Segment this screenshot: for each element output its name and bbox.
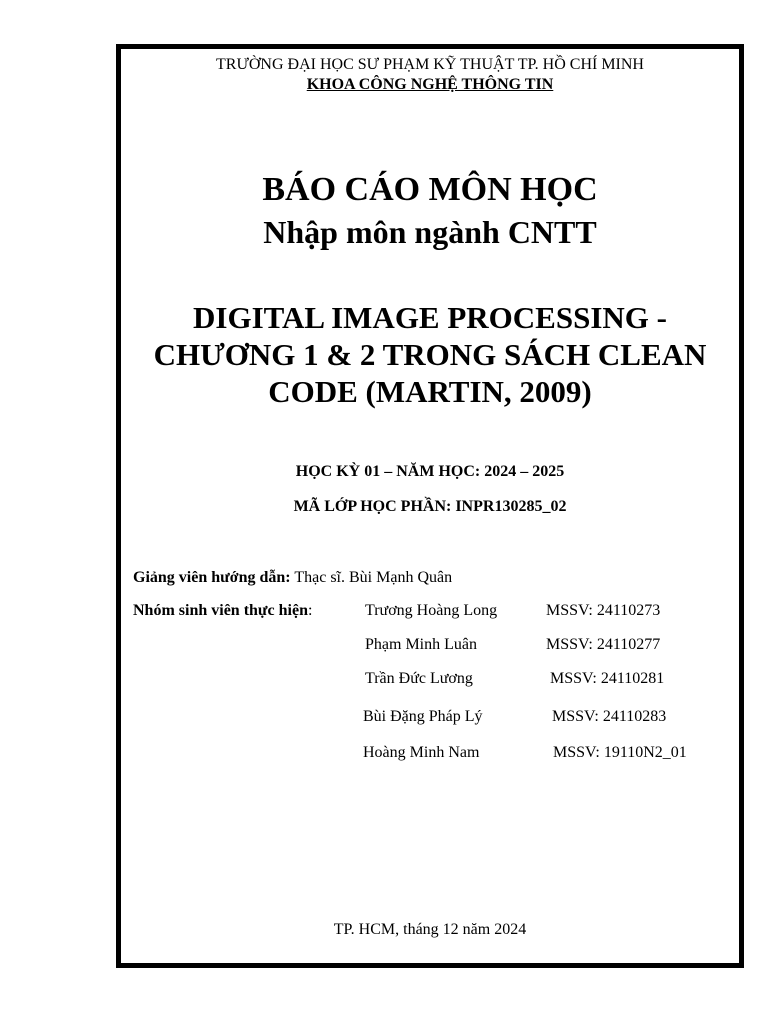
instructor-row (133, 569, 452, 587)
member-name: Trần Đức Lương (365, 670, 473, 687)
faculty-name: KHOA CÔNG NGHỆ THÔNG TIN (306, 76, 554, 93)
topic-title-line-2: CHƯƠNG 1 & 2 TRONG SÁCH CLEAN (153, 337, 707, 372)
report-title: BÁO CÁO MÔN HỌC (262, 171, 598, 208)
instructor-name: Thạc sĩ. Bùi Mạnh Quân (294, 569, 453, 586)
member-id: MSSV: 24110273 (546, 602, 661, 619)
member-id: MSSV: 19110N2_01 (553, 744, 687, 761)
topic-title (121, 299, 739, 410)
topic-title-line-1: DIGITAL IMAGE PROCESSING - (193, 300, 667, 335)
member-name: Phạm Minh Luân (365, 636, 477, 653)
course-name: Nhập môn ngành CNTT (263, 214, 597, 250)
member-id: MSSV: 24110277 (546, 636, 661, 653)
member-id: MSSV: 24110281 (550, 670, 665, 687)
group-label-row (133, 602, 312, 620)
class-code: MÃ LỚP HỌC PHẦN: INPR130285_02 (293, 498, 567, 515)
university-name: TRƯỜNG ĐẠI HỌC SƯ PHẠM KỸ THUẬT TP. HỒ CHÍ MINH (216, 56, 644, 73)
member-name: Hoàng Minh Nam (363, 744, 480, 761)
member-name: Trương Hoàng Long (365, 602, 498, 619)
instructor-label: Giảng viên hướng dẫn: (133, 569, 291, 586)
member-id: MSSV: 24110283 (552, 708, 667, 725)
topic-title-line-3: CODE (MARTIN, 2009) (268, 374, 592, 409)
group-label-colon: : (307, 602, 313, 619)
cover-page-border (116, 44, 744, 968)
member-name: Bùi Đặng Pháp Lý (363, 708, 483, 725)
place-date: TP. HCM, tháng 12 năm 2024 (333, 921, 527, 938)
group-label: Nhóm sinh viên thực hiện (133, 602, 308, 619)
academic-term: HỌC KỲ 01 – NĂM HỌC: 2024 – 2025 (295, 463, 565, 480)
